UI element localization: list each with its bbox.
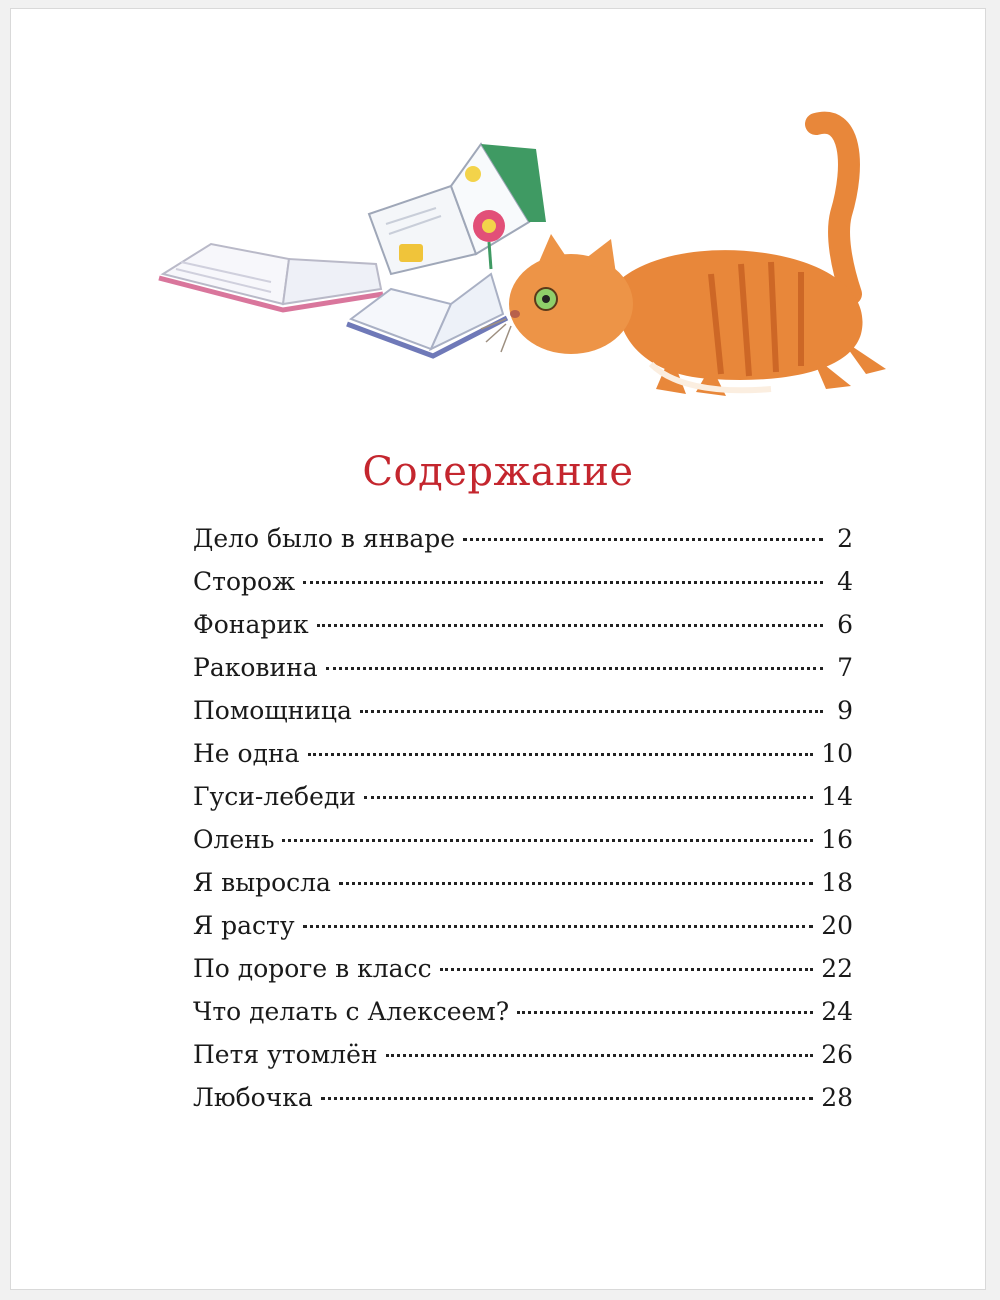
- cat-icon: [481, 123, 886, 396]
- toc-entry-title: Гуси-лебеди: [193, 782, 356, 811]
- toc-entry[interactable]: [193, 911, 853, 954]
- toc-entry-title: Что делать с Алексеем?: [193, 997, 510, 1026]
- toc-entry[interactable]: [193, 1083, 853, 1126]
- dot-leader: [282, 839, 813, 842]
- dot-leader: [339, 882, 813, 885]
- dot-leader: [517, 1011, 813, 1014]
- toc-entry-title: Фонарик: [193, 610, 309, 639]
- dot-leader: [308, 753, 814, 756]
- toc-entry[interactable]: [193, 739, 853, 782]
- dot-leader: [303, 581, 823, 584]
- toc-entry-title: Любочка: [193, 1083, 313, 1112]
- dot-leader: [303, 925, 814, 928]
- toc-entry-page: 4: [837, 567, 853, 596]
- open-book-icon: [159, 244, 383, 310]
- toc-entry-page: 20: [821, 911, 853, 940]
- dot-leader: [364, 796, 813, 799]
- toc-entry-page: 9: [837, 696, 853, 725]
- toc-entry[interactable]: [193, 782, 853, 825]
- toc-entry-page: 26: [821, 1040, 853, 1069]
- toc-entry-title: Раковина: [193, 653, 318, 682]
- dot-leader: [326, 667, 823, 670]
- book-page: [10, 8, 986, 1290]
- toc-entry-page: 6: [837, 610, 853, 639]
- toc-entry[interactable]: [193, 868, 853, 911]
- toc-title: Содержание: [362, 449, 634, 495]
- cat-and-books-illustration: [151, 104, 891, 424]
- dot-leader: [386, 1054, 814, 1057]
- toc-entry-title: Олень: [193, 825, 275, 854]
- toc-entry[interactable]: [193, 696, 853, 739]
- toc-entry-title: Не одна: [193, 739, 300, 768]
- toc-entry-title: По дороге в класс: [193, 954, 432, 983]
- toc-entry-page: 22: [821, 954, 853, 983]
- toc-entry-page: 2: [837, 524, 853, 553]
- toc-entry-page: 10: [821, 739, 853, 768]
- toc-entry[interactable]: [193, 825, 853, 868]
- toc-entry-page: 14: [821, 782, 853, 811]
- toc-entry[interactable]: [193, 997, 853, 1040]
- toc-entry-page: 28: [821, 1083, 853, 1112]
- toc-entry-title: Дело было в январе: [193, 524, 456, 553]
- toc-entry-title: Помощница: [193, 696, 352, 725]
- toc-entry-title: Петя утомлён: [193, 1040, 378, 1069]
- picture-book-icon: [369, 144, 546, 274]
- dot-leader: [317, 624, 823, 627]
- toc-list: [193, 524, 853, 1126]
- toc-entry[interactable]: [193, 524, 853, 567]
- dot-leader: [440, 968, 814, 971]
- dot-leader: [463, 538, 823, 541]
- toc-entry[interactable]: [193, 653, 853, 696]
- toc-entry[interactable]: [193, 954, 853, 997]
- dot-leader: [360, 710, 823, 713]
- toc-entry-page: 16: [821, 825, 853, 854]
- toc-entry-title: Я расту: [193, 911, 295, 940]
- toc-entry-page: 18: [821, 868, 853, 897]
- toc-entry[interactable]: [193, 567, 853, 610]
- toc-entry-title: Я выросла: [193, 868, 331, 897]
- dot-leader: [321, 1097, 813, 1100]
- toc-entry[interactable]: [193, 610, 853, 653]
- toc-entry[interactable]: [193, 1040, 853, 1083]
- toc-entry-title: Сторож: [193, 567, 296, 596]
- toc-entry-page: 7: [837, 653, 853, 682]
- toc-entry-page: 24: [821, 997, 853, 1026]
